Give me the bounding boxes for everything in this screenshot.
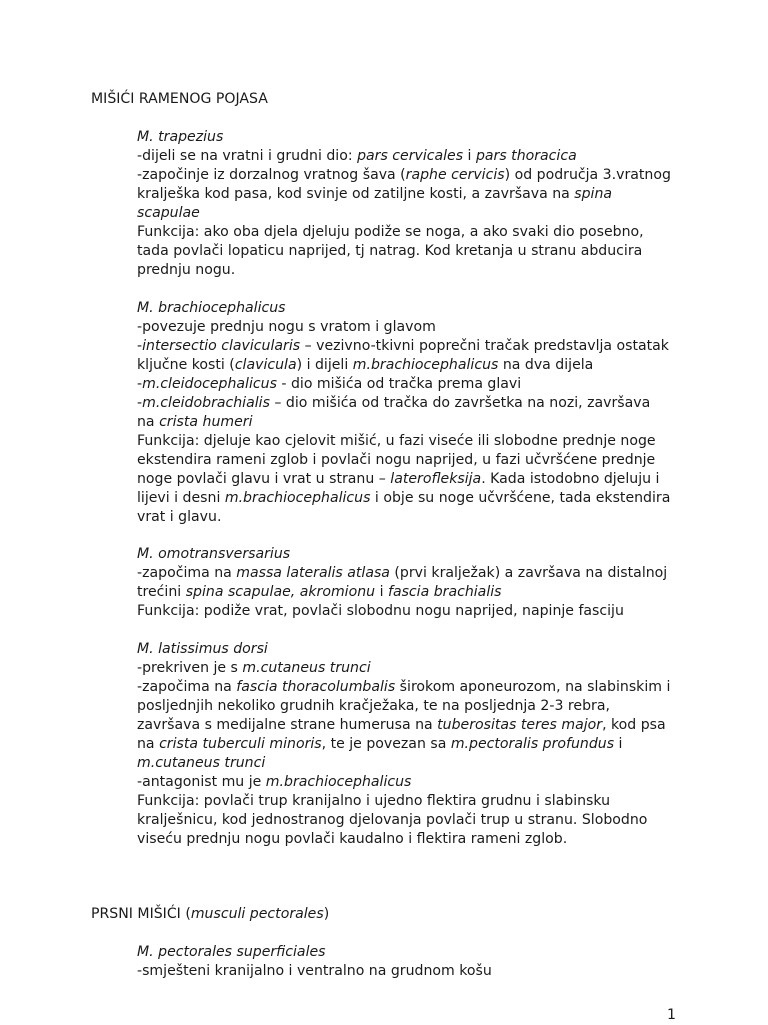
italic-term: scapulae [137, 205, 200, 221]
text-line [137, 356, 593, 375]
text-line [137, 223, 644, 242]
text-line [137, 242, 642, 261]
italic-term: raphe cervicis [405, 167, 505, 183]
italic-term: M. omotransversarius [137, 546, 291, 562]
italic-term: tuberositas teres major [437, 717, 603, 733]
italic-term: m.brachiocephalicus [265, 774, 412, 790]
italic-term: laterofleksija [390, 471, 482, 487]
text-segment: . Kada istodobno djeluju i [481, 471, 660, 487]
text-segment: MIŠIĆI RAMENOG POJASA [91, 91, 268, 107]
text-line [137, 697, 610, 716]
text-segment: -povezuje prednju nogu s vratom i glavom [137, 319, 436, 335]
italic-term: intersectio clavicularis [142, 338, 301, 354]
text-segment: -prekriven je s [137, 660, 243, 676]
text-segment: - [137, 376, 143, 392]
text-line [137, 299, 286, 318]
text-segment: širokom aponeurozom, na slabinskim i [395, 679, 671, 695]
italic-term: fascia brachialis [387, 584, 502, 600]
text-line [137, 375, 521, 394]
text-line [137, 470, 659, 489]
text-segment: -smješteni kranijalno i ventralno na grudnom košu [137, 963, 492, 979]
italic-term: spina scapulae, akromionu [185, 584, 376, 600]
italic-term: fascia thoracolumbalis [236, 679, 396, 695]
text-line [137, 508, 221, 527]
text-line [137, 147, 577, 166]
text-line [137, 716, 666, 735]
text-line [137, 754, 265, 773]
text-segment: Funkcija: podiže vrat, povlači slobodnu nogu naprijed, napinje fasciju [137, 603, 624, 619]
text-segment: kralješnicu, kod jednostranog djelovanja povlači trup u stranu. Slobodno [137, 812, 648, 828]
italic-term: clavicula [234, 357, 297, 373]
text-segment: trećini [137, 584, 186, 600]
text-line [137, 678, 670, 697]
text-segment: završava s medijalne strane humerusa na [137, 717, 438, 733]
italic-term: spina [574, 186, 613, 202]
text-segment: -započinje iz dorzalnog vratnog šava ( [137, 167, 406, 183]
italic-term: M. brachiocephalicus [137, 300, 286, 316]
italic-term: m.cutaneus trunci [242, 660, 371, 676]
italic-term: M. trapezius [137, 129, 224, 145]
italic-term: crista humeri [159, 414, 253, 430]
text-line [137, 640, 268, 659]
text-segment: vrat i glavu. [137, 509, 222, 525]
text-segment: , kod psa [602, 717, 666, 733]
text-segment: i [614, 736, 623, 752]
text-line [137, 128, 223, 147]
italic-term: pars thoracica [475, 148, 577, 164]
italic-term: M. latissimus dorsi [137, 641, 268, 657]
text-segment: posljednjih nekoliko grudnih kračježaka, te na posljednja 2-3 rebra, [137, 698, 610, 714]
text-line [137, 451, 655, 470]
text-segment: na dva dijela [498, 357, 594, 373]
text-segment: na [137, 414, 160, 430]
text-segment: ekstendira rameni zglob i povlači nogu naprijed, u fazi učvršćene prednje [137, 452, 656, 468]
text-segment: -antagonist mu je [137, 774, 266, 790]
page-number: 1 [667, 1007, 676, 1023]
text-line [137, 545, 290, 564]
text-segment: - [137, 395, 143, 411]
text-line [137, 583, 502, 602]
text-line [137, 792, 610, 811]
italic-term: m.cleidobrachialis [142, 395, 270, 411]
section-heading [91, 905, 329, 924]
text-segment: Funkcija: ako oba djela djeluju podiže se noga, a ako svaki dio posebno, [137, 224, 644, 240]
text-line [137, 337, 669, 356]
text-segment: i [463, 148, 476, 164]
text-segment: na [137, 736, 160, 752]
text-segment: - dio mišića od tračka prema glavi [276, 376, 522, 392]
text-line [137, 962, 492, 981]
italic-term: m.pectoralis profundus [450, 736, 615, 752]
text-segment: Funkcija: povlači trup kranijalno i ujedno flektira grudnu i slabinsku [137, 793, 611, 809]
text-line [137, 185, 612, 204]
text-line [137, 659, 371, 678]
text-line [137, 943, 326, 962]
text-line [137, 413, 252, 432]
text-segment: – dio mišića od tračka do završetka na nozi, završava [269, 395, 651, 411]
text-line [137, 204, 200, 223]
text-line [137, 318, 436, 337]
text-segment: -započima na [137, 679, 237, 695]
italic-term: m.brachiocephalicus [224, 490, 371, 506]
text-segment: - [137, 338, 143, 354]
text-segment: – vezivno-tkivni poprečni tračak predstavlja ostatak [300, 338, 669, 354]
text-segment: lijevi i desni [137, 490, 225, 506]
text-segment: i obje su noge učvršćene, tada ekstendira [370, 490, 671, 506]
italic-term: pars cervicales [357, 148, 464, 164]
text-segment: ) [323, 906, 330, 922]
text-line [137, 602, 624, 621]
italic-term: M. pectorales superficiales [137, 944, 326, 960]
text-segment: PRSNI MIŠIĆI ( [91, 906, 191, 922]
text-line [137, 773, 411, 792]
text-segment: ) i dijeli [296, 357, 353, 373]
text-line [137, 394, 650, 413]
text-segment: ) od područja 3.vratnog [504, 167, 671, 183]
italic-term: m.cleidocephalicus [142, 376, 277, 392]
text-segment: viseću prednju nogu povlači kaudalno i flektira rameni zglob. [137, 831, 568, 847]
text-line [137, 432, 656, 451]
text-line [137, 735, 622, 754]
text-segment: i [375, 584, 388, 600]
text-line [137, 830, 567, 849]
text-line [137, 261, 235, 280]
italic-term: m.brachiocephalicus [352, 357, 499, 373]
text-segment: tada povlači lopaticu naprijed, tj natrag. Kod kretanja u stranu abducira [137, 243, 643, 259]
text-segment: (prvi kralježak) a završava na distalnoj [389, 565, 668, 581]
text-segment: -dijeli se na vratni i grudni dio: [137, 148, 358, 164]
text-segment: noge povlači glavu i vrat u stranu – [137, 471, 391, 487]
text-line [137, 564, 667, 583]
text-segment: ključne kosti ( [137, 357, 235, 373]
text-segment: kralješka kod pasa, kod svinje od zatiljne kosti, a završava na [137, 186, 575, 202]
italic-term: musculi pectorales [190, 906, 324, 922]
italic-term: crista tuberculi minoris [159, 736, 322, 752]
italic-term: massa lateralis atlasa [236, 565, 390, 581]
text-segment: -započima na [137, 565, 237, 581]
italic-term: m.cutaneus trunci [137, 755, 266, 771]
text-segment: , te je povezan sa [321, 736, 451, 752]
text-line [137, 811, 647, 830]
section-heading [91, 90, 268, 109]
text-segment: prednju nogu. [137, 262, 236, 278]
text-line [137, 166, 671, 185]
text-segment: Funkcija: djeluje kao cjelovit mišić, u fazi viseće ili slobodne prednje noge [137, 433, 656, 449]
text-line [137, 489, 670, 508]
